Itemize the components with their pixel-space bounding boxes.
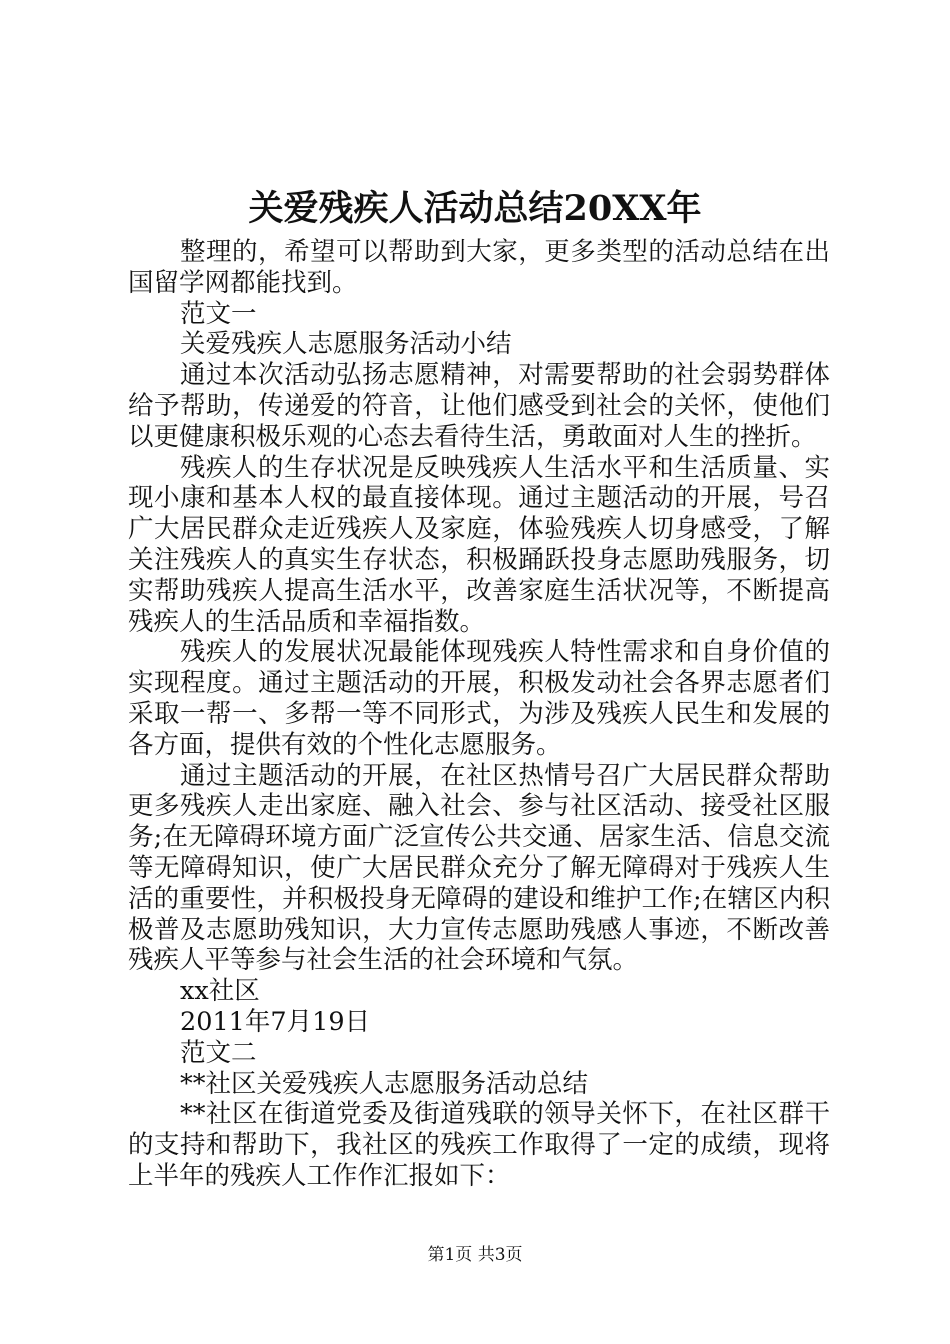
- paragraph-line: 极普及志愿助残知识，大力宣传志愿助残感人事迹，不断改善: [128, 914, 830, 945]
- paragraph-line: 更多残疾人走出家庭、融入社会、参与社区活动、接受社区服: [128, 791, 830, 822]
- paragraph-line: 等无障碍知识，使广大居民群众充分了解无障碍对于残疾人生: [128, 852, 830, 883]
- paragraph-line: 各方面，提供有效的个性化志愿服务。: [128, 729, 562, 760]
- section-label: 范文二: [180, 1037, 257, 1068]
- page-number: 第1页 共3页: [427, 1245, 523, 1265]
- paragraph-line: 实帮助残疾人提高生活水平，改善家庭生活状况等，不断提高: [128, 575, 830, 606]
- paragraph-line: 残疾人的生存状况是反映残疾人生活水平和生活质量、实: [180, 452, 830, 483]
- paragraph-line: 采取一帮一、多帮一等不同形式，为涉及残疾人民生和发展的: [128, 698, 830, 729]
- paragraph-line: 现小康和基本人权的最直接体现。通过主题活动的开展，号召: [128, 483, 830, 514]
- paragraph-line: 活的重要性，并积极投身无障碍的建设和维护工作;在辖区内积: [128, 883, 830, 914]
- paragraph-line: 关注残疾人的真实生存状态，积极踊跃投身志愿助残服务，切: [128, 544, 830, 575]
- paragraph-line: 上半年的残疾人工作作汇报如下：: [128, 1160, 511, 1191]
- paragraph-line: 通过本次活动弘扬志愿精神，对需要帮助的社会弱势群体: [180, 360, 830, 391]
- paragraph-line: 给予帮助，传递爱的符音，让他们感受到社会的关怀，使他们: [128, 390, 830, 421]
- section-heading: **社区关爱残疾人志愿服务活动总结: [180, 1068, 589, 1099]
- paragraph-line: 通过主题活动的开展，在社区热情号召广大居民群众帮助: [180, 760, 830, 791]
- paragraph-line: 务;在无障碍环境方面广泛宣传公共交通、居家生活、信息交流: [128, 822, 830, 853]
- paragraph-line: 残疾人的生活品质和幸福指数。: [128, 606, 486, 637]
- paragraph-line: 实现程度。通过主题活动的开展，积极发动社会各界志愿者们: [128, 668, 830, 699]
- document-title: 关爱残疾人活动总结20XX年: [248, 188, 702, 229]
- paragraph-line: 广大居民群众走近残疾人及家庭，体验残疾人切身感受，了解: [128, 514, 830, 545]
- paragraph-line: 的支持和帮助下，我社区的残疾工作取得了一定的成绩，现将: [128, 1130, 830, 1161]
- paragraph-line: 以更健康积极乐观的心态去看待生活，勇敢面对人生的挫折。: [128, 421, 817, 452]
- paragraph-line: 残疾人平等参与社会生活的社会环境和气氛。: [128, 945, 639, 976]
- paragraph-line: **社区在街道党委及街道残联的领导关怀下，在社区群干: [180, 1099, 830, 1130]
- signature-org: xx社区: [180, 976, 260, 1007]
- paragraph-line: 残疾人的发展状况最能体现残疾人特性需求和自身价值的: [180, 637, 830, 668]
- signature-date: 2011年7月19日: [180, 1006, 371, 1037]
- section-label: 范文一: [180, 298, 257, 329]
- paragraph-line: 整理的，希望可以帮助到大家，更多类型的活动总结在出: [180, 237, 830, 267]
- document-body: [128, 237, 830, 1192]
- section-heading: 关爱残疾人志愿服务活动小结: [180, 329, 512, 360]
- paragraph-line: 国留学网都能找到。: [128, 267, 358, 298]
